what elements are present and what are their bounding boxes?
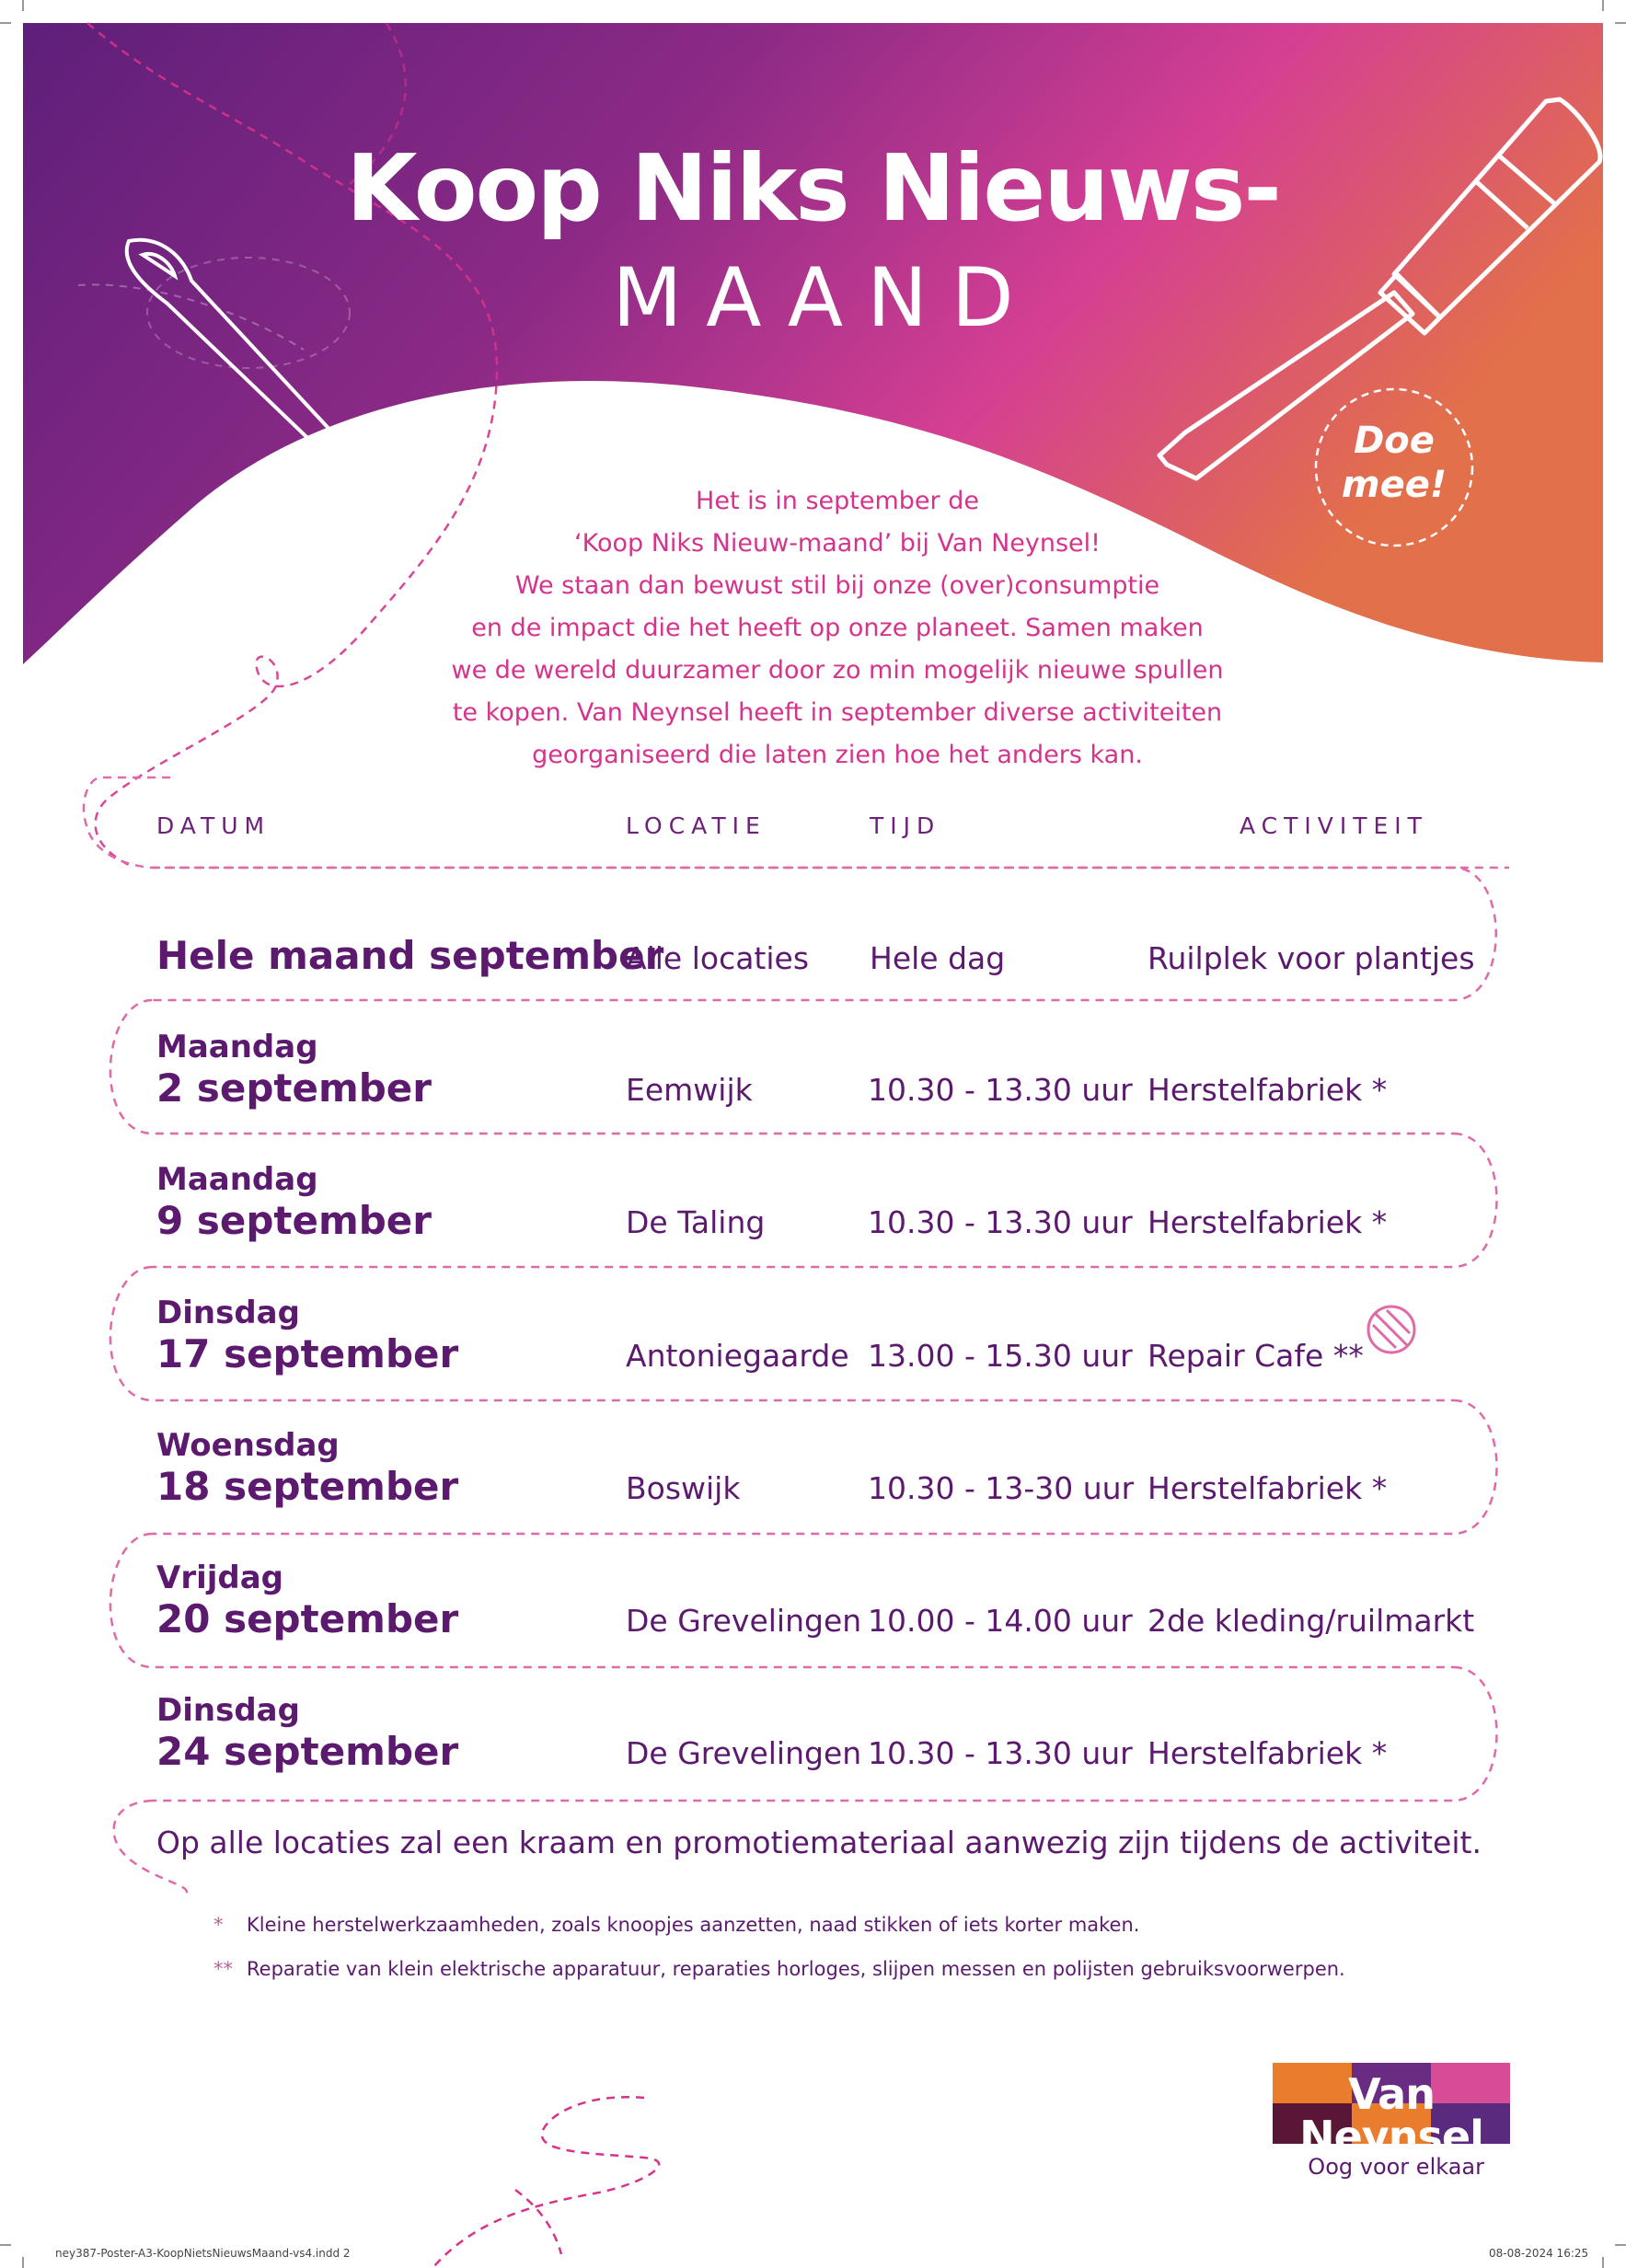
footnote-mark: *	[213, 1914, 224, 1936]
row-date: 2 september	[156, 1065, 432, 1111]
row-tijd: 10.30 - 13.30 uur	[868, 1072, 1133, 1108]
row-day: Dinsdag	[156, 1295, 300, 1331]
doe-mee-badge	[1316, 419, 1472, 557]
row-tijd: 10.30 - 13-30 uur	[868, 1470, 1135, 1506]
badge-line-1: Doe	[1354, 420, 1435, 462]
row-locatie: De Grevelingen	[626, 1603, 862, 1639]
row-tijd: 10.30 - 13.30 uur	[868, 1735, 1133, 1771]
intro-line: ‘Koop Niks Nieuw-maand’ bij Van Neynsel!	[574, 529, 1101, 558]
logo-name: Van Neynsel	[1299, 2069, 1483, 2161]
intro-line: Het is in september de	[696, 487, 979, 515]
row-activiteit: Herstelfabriek *	[1147, 1735, 1388, 1771]
footnote-mark: **	[213, 1958, 233, 1980]
intro-line: te kopen. Van Neynsel heeft in september diverse activiteiten	[452, 698, 1223, 727]
intro-line: georganiseerd die laten zien hoe het anders kan.	[532, 741, 1143, 769]
footnote-text: Reparatie van klein elektrische apparatuur, reparaties horloges, slijpen messen en polijsten gebruiksvoorwerpen.	[247, 1958, 1345, 1980]
intro-line: We staan dan bewust stil bij onze (over)consumptie	[514, 571, 1160, 600]
column-header-tijd: TIJD	[870, 812, 941, 839]
intro-text	[405, 480, 1270, 777]
intro-line: en de impact die het heeft op onze planeet. Samen maken	[471, 614, 1204, 642]
row-activiteit: Ruilplek voor plantjes	[1147, 940, 1475, 976]
row-activiteit: Herstelfabriek *	[1147, 1072, 1388, 1108]
print-slug-stamp: 08-08-2024 16:25	[1489, 2247, 1589, 2260]
row-locatie: Antoniegaarde	[626, 1338, 849, 1374]
row-activiteit: Herstelfabriek *	[1147, 1470, 1388, 1506]
badge-line-2: mee!	[1341, 464, 1447, 506]
row-activiteit: 2de kleding/ruilmarkt	[1147, 1603, 1475, 1639]
row-day: Maandag	[156, 1161, 318, 1198]
footnote-2	[213, 1958, 1345, 1980]
row-locatie: Boswijk	[626, 1470, 741, 1506]
bottom-thread	[432, 2097, 659, 2268]
column-header-activiteit: ACTIVITEIT	[1240, 812, 1428, 839]
locations-note: Op alle locaties zal een kraam en promotiemateriaal aanwezig zijn tijdens de activiteit.	[156, 1825, 1482, 1860]
logo-tagline: Oog voor elkaar	[1308, 2154, 1484, 2180]
footnote-1	[213, 1914, 1139, 1936]
row-tijd: 10.00 - 14.00 uur	[868, 1603, 1133, 1639]
column-header-locatie: LOCATIE	[626, 812, 767, 839]
row-activiteit: Herstelfabriek *	[1147, 1204, 1388, 1240]
intro-line: we de wereld duurzamer door zo min mogelijk nieuwe spullen	[451, 656, 1224, 685]
row-activiteit: Repair Cafe **	[1147, 1338, 1364, 1374]
row-date: 24 september	[156, 1729, 459, 1774]
print-slug-file: ney387-Poster-A3-KoopNietsNieuwsMaand-vs4.indd 2	[55, 2247, 351, 2260]
row-locatie: Eemwijk	[626, 1072, 753, 1108]
row-day: Maandag	[156, 1029, 318, 1065]
row-date: Hele maand september	[156, 933, 664, 978]
row-locatie: De Grevelingen	[626, 1735, 862, 1771]
row-date: 20 september	[156, 1596, 459, 1641]
row-day: Woensdag	[156, 1427, 340, 1464]
footnote-text: Kleine herstelwerkzaamheden, zoals knoopjes aanzetten, naad stikken of iets korter maken.	[247, 1914, 1140, 1936]
page-title: Koop Niks Nieuws-	[346, 134, 1280, 242]
page-subtitle: MAAND	[612, 250, 1038, 345]
row-day: Dinsdag	[156, 1692, 300, 1729]
row-date: 9 september	[156, 1198, 432, 1243]
row-locatie: De Taling	[626, 1204, 766, 1240]
row-tijd: Hele dag	[870, 940, 1006, 976]
column-header-datum: DATUM	[156, 812, 271, 839]
no-repair-icon	[1368, 1307, 1414, 1353]
row-day: Vrijdag	[156, 1560, 284, 1596]
row-date: 17 september	[156, 1331, 459, 1376]
row-tijd: 13.00 - 15.30 uur	[868, 1338, 1133, 1374]
row-date: 18 september	[156, 1464, 459, 1509]
row-tijd: 10.30 - 13.30 uur	[868, 1204, 1133, 1240]
row-locatie: Alle locaties	[626, 940, 810, 976]
